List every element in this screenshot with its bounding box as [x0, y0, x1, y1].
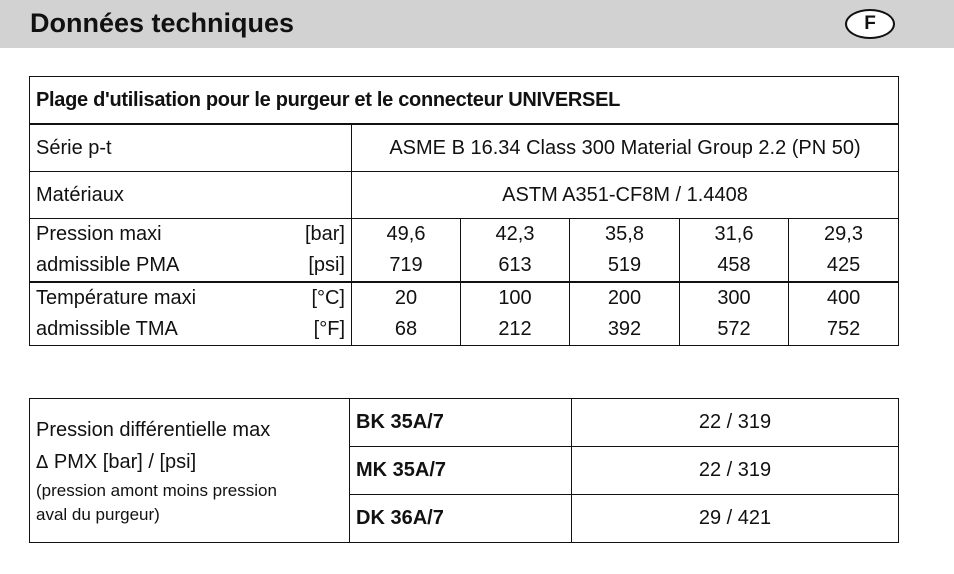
pmx-label-line1: Pression différentielle max — [36, 419, 271, 441]
temperature-cell — [680, 282, 789, 346]
temperature-row — [30, 282, 899, 346]
pmx-label — [30, 399, 350, 543]
pressure-bar-value: 35,8 — [605, 223, 644, 245]
pmx-label-line2 — [36, 446, 343, 479]
pressure-bar-value: 49,6 — [386, 223, 426, 245]
materials-value: ASTM A351-CF8M / 1.4408 — [352, 172, 899, 219]
pmx-value: 22 / 319 — [572, 447, 899, 495]
pressure-unit-psi: [psi] — [308, 254, 345, 276]
pressure-cell — [570, 219, 680, 283]
temperature-f-value: 212 — [498, 318, 532, 340]
series-row — [30, 124, 899, 172]
table-title: Plage d'utilisation pour le purgeur et le connecteur UNIVERSEL — [30, 77, 899, 125]
model-name: MK 35A/7 — [350, 447, 572, 495]
temperature-unit-c: [°C] — [311, 287, 345, 309]
pressure-psi-value: 719 — [389, 254, 423, 276]
model-name: BK 35A/7 — [350, 399, 572, 447]
temperature-label-line1: Température maxi — [36, 287, 197, 309]
temperature-label — [30, 282, 352, 346]
temperature-c-value: 100 — [498, 287, 532, 309]
temperature-unit-f: [°F] — [313, 318, 345, 340]
pmx-note-line1: (pression amont moins pression — [36, 481, 277, 500]
temperature-cell — [789, 282, 899, 346]
temperature-f-value: 392 — [607, 318, 642, 340]
page-header — [0, 0, 954, 48]
pressure-cell — [352, 219, 461, 283]
materials-label: Matériaux — [30, 172, 352, 219]
temperature-c-value: 200 — [607, 287, 642, 309]
temperature-f-value: 752 — [826, 318, 861, 340]
pressure-cell — [461, 219, 570, 283]
pressure-psi-value: 425 — [826, 254, 861, 276]
series-value: ASME B 16.34 Class 300 Material Group 2.2 (PN 50) — [352, 124, 899, 172]
pmx-row — [30, 399, 899, 447]
series-label: Série p-t — [30, 124, 352, 172]
pmx-label-text: PMX [bar] / [psi] — [53, 451, 197, 473]
pressure-label — [30, 219, 352, 283]
pressure-psi-value: 613 — [498, 254, 532, 276]
temperature-f-value: 572 — [717, 318, 751, 340]
temperature-cell — [570, 282, 680, 346]
pmx-value: 29 / 421 — [572, 495, 899, 543]
temperature-cell — [352, 282, 461, 346]
pressure-label-line2: admissible PMA — [36, 254, 180, 276]
pressure-cell — [680, 219, 789, 283]
temperature-c-value: 300 — [717, 287, 751, 309]
temperature-c-value: 400 — [826, 287, 861, 309]
pressure-unit-bar: [bar] — [304, 223, 345, 245]
table-title-row — [30, 77, 899, 125]
language-badge: F — [845, 9, 895, 39]
pressure-psi-value: 458 — [717, 254, 751, 276]
pressure-row — [30, 219, 899, 283]
model-name: DK 36A/7 — [350, 495, 572, 543]
pmx-note-line2: aval du purgeur) — [36, 505, 160, 524]
operating-range-table — [29, 76, 899, 346]
pressure-bar-value: 31,6 — [714, 223, 754, 245]
pressure-cell — [789, 219, 899, 283]
page-title: Données techniques — [30, 8, 295, 38]
temperature-label-line2: admissible TMA — [36, 318, 178, 340]
temperature-cell — [461, 282, 570, 346]
pressure-psi-value: 519 — [607, 254, 642, 276]
materials-row — [30, 172, 899, 219]
pmx-value: 22 / 319 — [572, 399, 899, 447]
pmx-table — [29, 398, 899, 543]
delta-symbol: Δ — [36, 452, 49, 473]
pressure-bar-value: 42,3 — [495, 223, 535, 245]
temperature-f-value: 68 — [394, 318, 418, 340]
temperature-c-value: 20 — [394, 287, 418, 309]
pressure-label-line1: Pression maxi — [36, 223, 162, 245]
pressure-bar-value: 29,3 — [824, 223, 863, 245]
